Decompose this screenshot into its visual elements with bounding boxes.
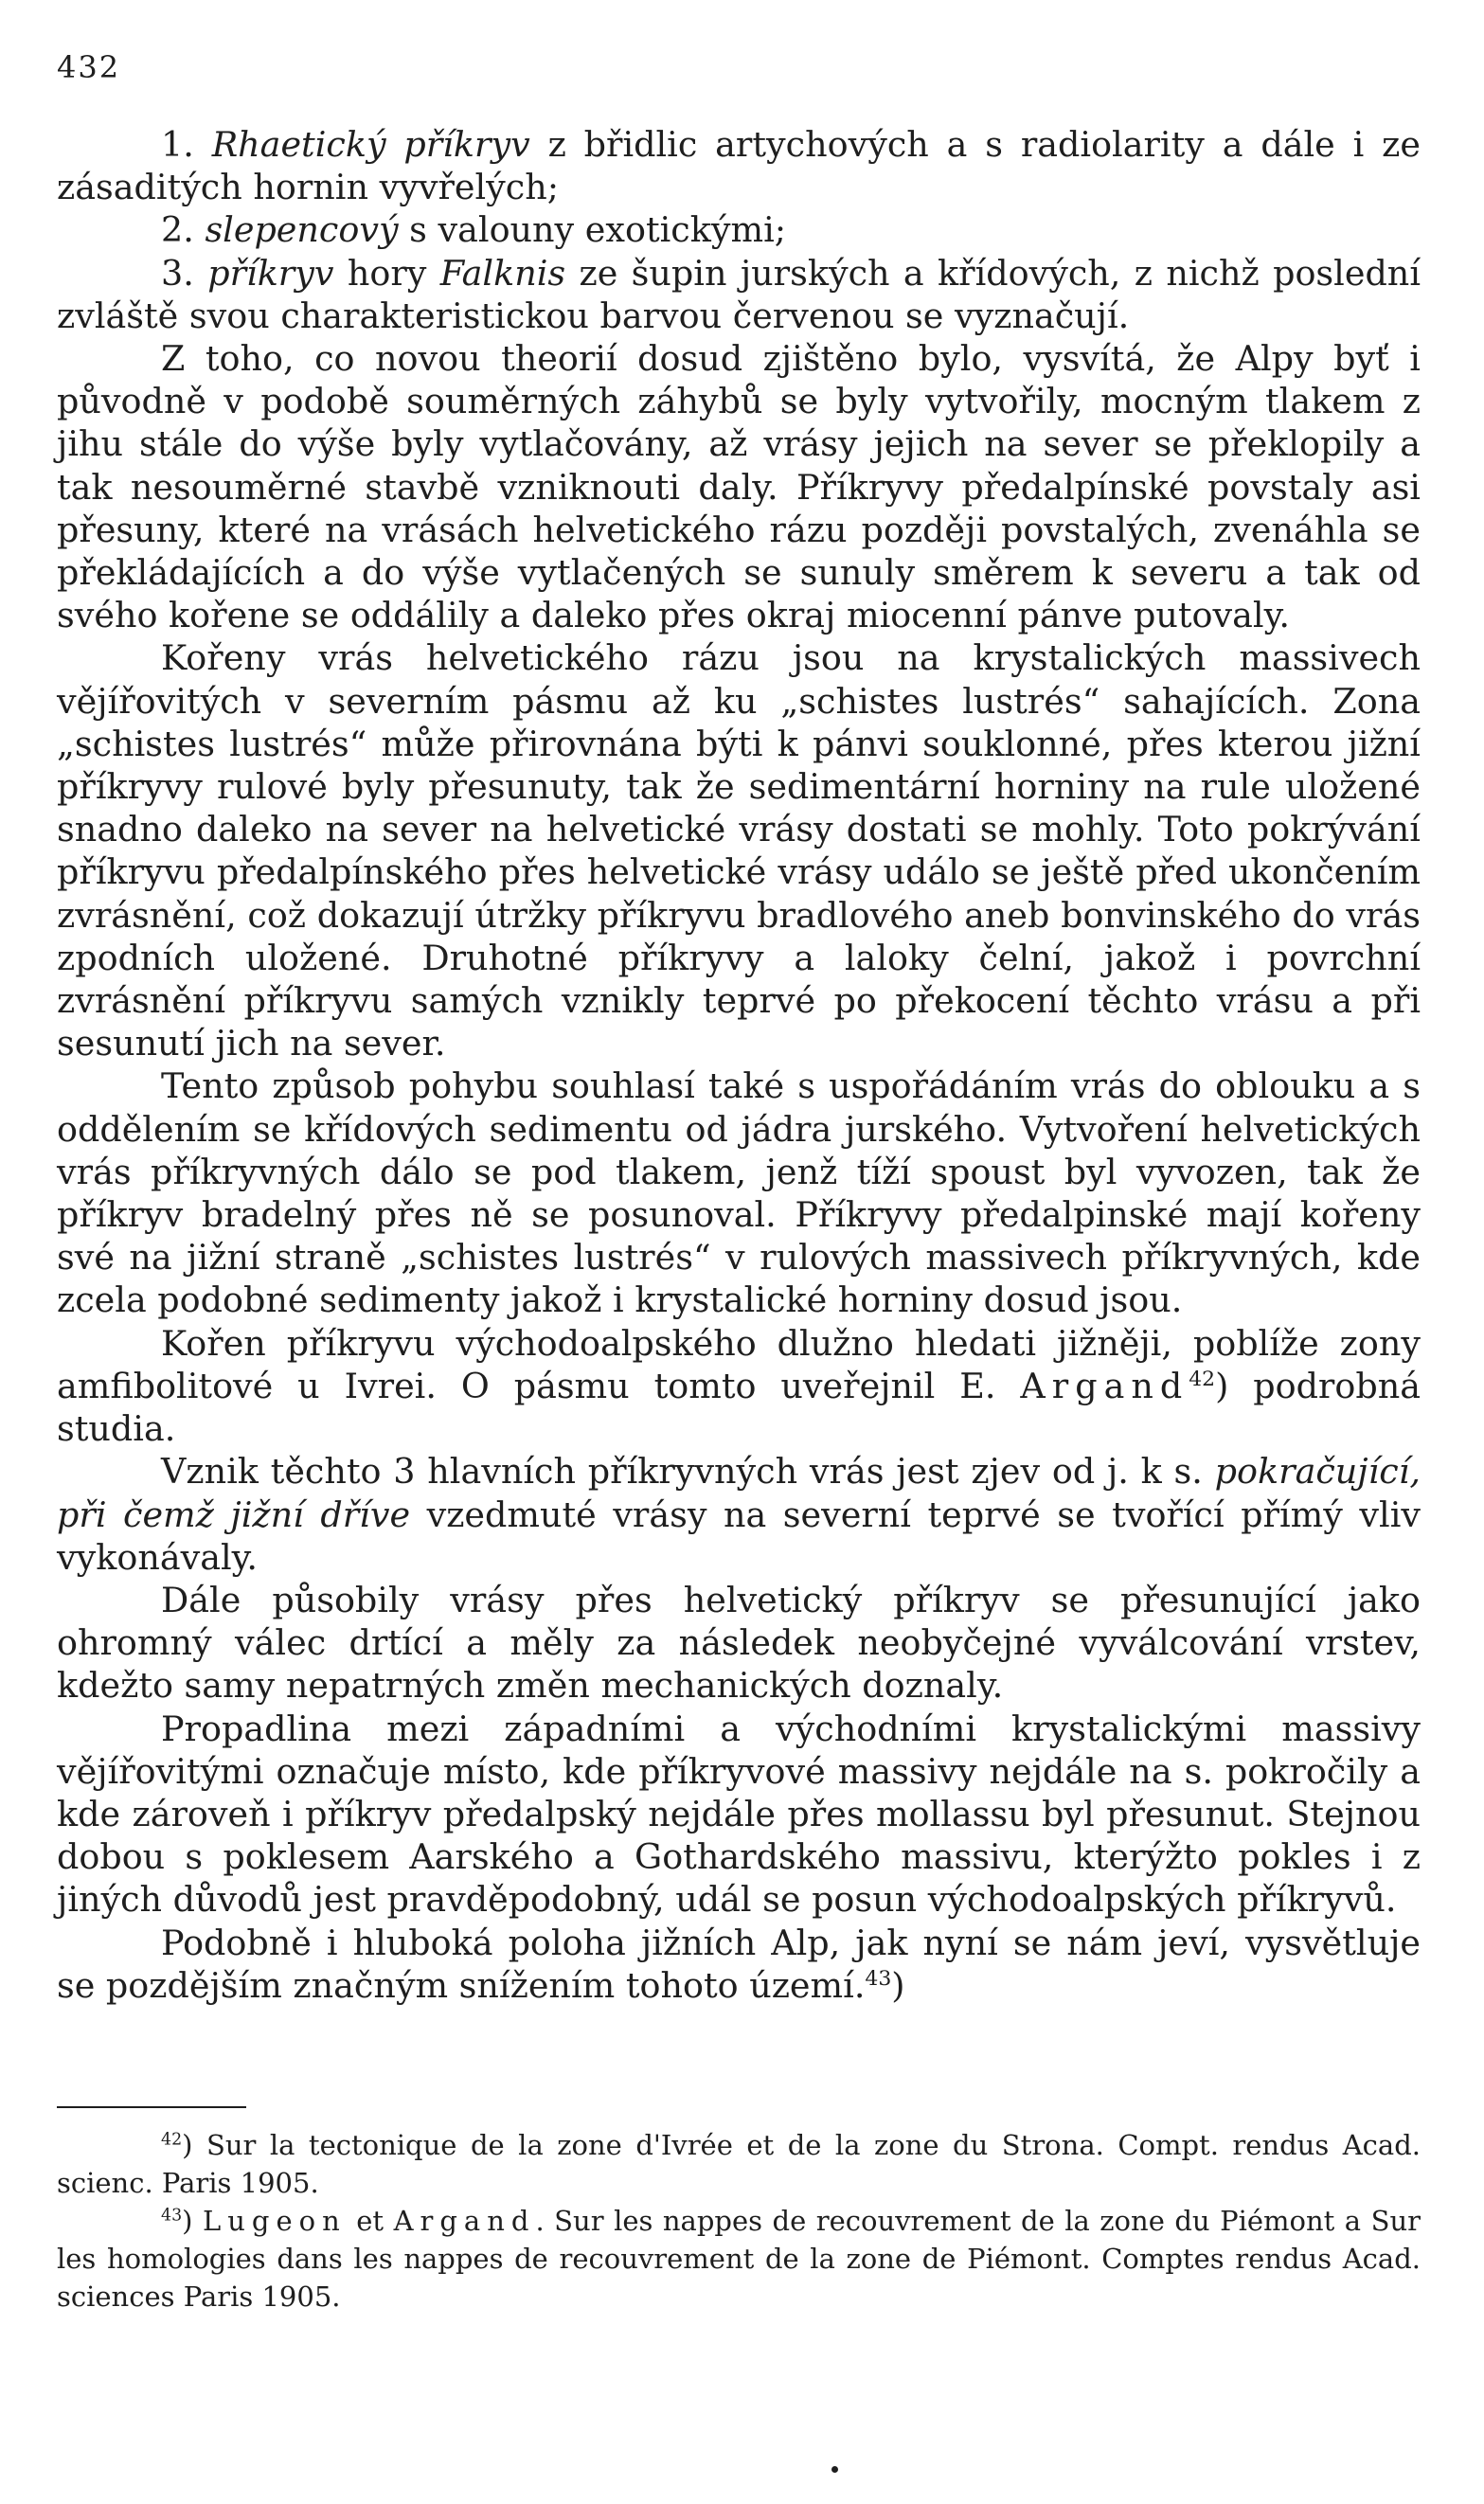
footnotes [57, 2126, 1421, 2316]
paragraph-7: Propadlina mezi západními a východními krystalickými massivy vějířovitými označuje místo, kde příkryvové massivy nejdále na s. pokročily a kde zároveň i příkryv předalpský nejdále přes mollassu byl přesunut. Stejnou dobou s poklesem Aarského a Gothardského massivu, kterýžto pokles i z jiných důvodů jest pravděpodobný, udál se posun východoalpských příkryvů. [57, 1708, 1421, 1921]
paragraph-1: Z toho, co novou theorií dosud zjištěno bylo, vysvítá, že Alpy byť i původně v podobě souměrných záhybů se byly vytvořily, mocným tlakem z jihu stále do výše byly vytlačovány, až vrásy jejich na sever se překlopily a tak nesouměrné stavbě vzniknouti daly. Příkryvy předalpínské povstaly asi přesuny, které na vrásách helvetického rázu později povstalých, zvenáhla se překládajících a do výše vytlačených se sunuly směrem k severu a tak od svého kořene se oddálily a daleko přes okraj miocenní pánve putovaly. [57, 338, 1421, 636]
paragraph-4: Kořen příkryvu východoalpského dlužno hledati jižněji, poblíže zony amfibolitové u Ivrei. O pásmu tomto uveřejnil E. Argand$^{42}$) podrobná studia. [57, 1322, 1421, 1450]
paragraph-5: Vznik těchto 3 hlavních příkryvných vrás jest zjev od j. k s. pokračující, při čemž jižní dříve vzedmuté vrásy na severní teprvé se tvořící přímý vliv vykonávaly. [57, 1451, 1421, 1578]
print-dot [831, 2466, 838, 2473]
list-item-1: 1. Rhaetický příkryv z břidlic artychových a s radiolarity a dále i ze zásaditých hornin vyvřelých; [57, 124, 1421, 208]
term-nappe: příkryv [207, 252, 334, 294]
author-argand-footnote: Argand [393, 2205, 536, 2237]
author-argand: Argand [1020, 1365, 1189, 1406]
footnote-ref-43: 43 [865, 1966, 892, 1991]
footnote-43: $^{43}$) Lugeon et Argand. Sur les nappes de recouvrement de la zone du Piémont a Sur les homologies dans les nappes de recouvrement de la zone de Piémont. Comptes rendus Acad. sciences Paris 1905. [57, 2205, 1421, 2313]
page-number: 432 [57, 49, 121, 85]
paragraph-3: Tento způsob pohybu souhlasí také s uspořádáním vrás do oblouku a s oddělením se křídových sedimentu od jádra jurského. Vytvoření helvetických vrás příkryvných dálo se pod tlakem, jenž tíží spoust byl vyvozen, tak že příkryv bradelný přes ně se posunoval. Příkryvy předalpinské mají kořeny své na jižní straně „schistes lustrés“ v rulových massivech příkryvných, kde zcela podobné sedimenty jakož i krystalické horniny dosud jsou. [57, 1065, 1421, 1321]
paragraph-8: Podobně i hluboká poloha jižních Alp, jak nyní se nám jeví, vysvětluje se pozdějším značným snížením tohoto území.$^{43}$) [57, 1922, 1421, 2006]
author-lugeon: Lugeon [202, 2205, 347, 2237]
footnote-ref-42: 42 [1189, 1367, 1216, 1391]
list-item-3: 3. příkryv hory Falknis ze šupin jurských a křídových, z nichž poslední zvláště svou charakteristickou barvou červenou se vyznačují. [57, 252, 1421, 336]
list-item-2: 2. slepencový s valouny exotickými; [161, 209, 787, 251]
term-conglomerate: slepencový [205, 209, 399, 251]
footnote-42: $^{42}$) Sur la tectonique de la zone d'Ivrée et de la zone du Strona. Compt. rendus Acad. scienc. Paris 1905. [57, 2129, 1421, 2199]
footnote-divider [57, 2106, 246, 2108]
term-rhaetic: Rhaetický příkryv [211, 124, 530, 165]
term-falknis: Falknis [439, 252, 566, 294]
main-text [57, 123, 1421, 2007]
paragraph-6: Dále působily vrásy přes helvetický příkryv se přesunující jako ohromný válec drtící a měly za následek neobyčejné vyválcování vrstev, kdežto samy nepatrných změn mechanických doznaly. [57, 1579, 1421, 1707]
paragraph-2: Kořeny vrás helvetického rázu jsou na krystalických massivech vějířovitých v severním pásmu až ku „schistes lustrés“ sahajících. Zona „schistes lustrés“ může přirovnána býti k pánvi souklonné, přes kterou jižní příkryvy rulové byly přesunuty, tak že sedimentární horniny na rule uložené snadno daleko na sever na helvetické vrásy dostati se mohly. Toto pokrývání příkryvu předalpínského přes helvetické vrásy událo se ještě před ukončením zvrásnění, což dokazují útržky příkryvu bradlového aneb bonvinského do vrás zpodních uložené. Druhotné příkryvy a laloky čelní, jakož i povrchní zvrásnění příkryvu samých vznikly teprvé po překocení těchto vrásu a při sesunutí jich na sever. [57, 637, 1421, 1064]
